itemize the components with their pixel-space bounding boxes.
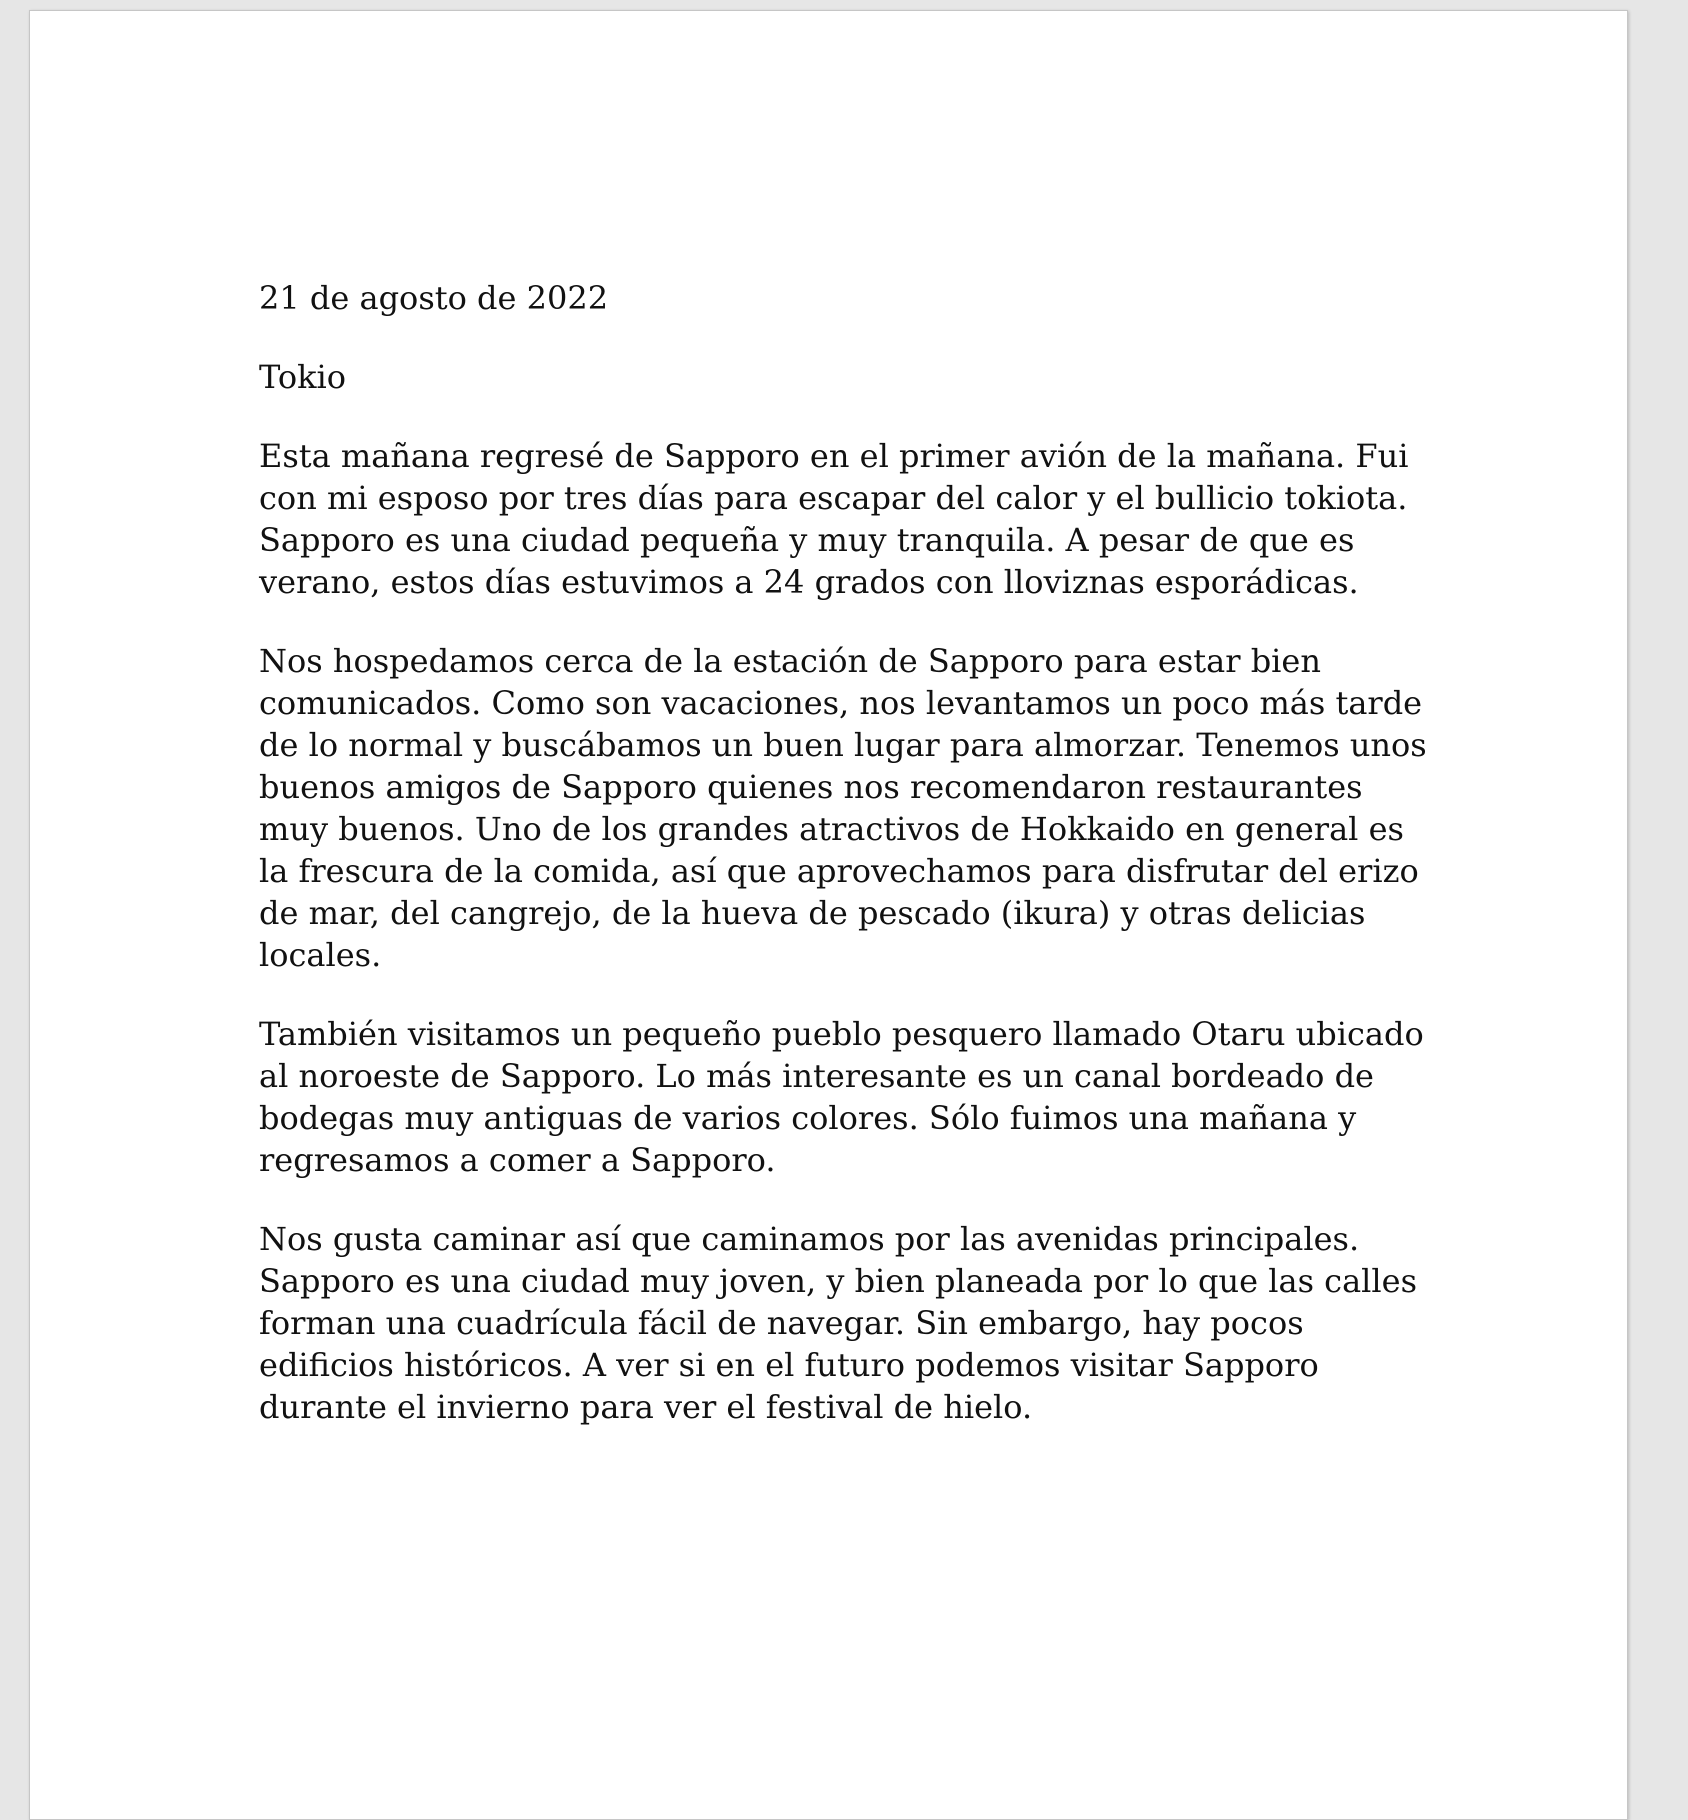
- document-page[interactable]: [29, 10, 1628, 1820]
- document-body[interactable]: [259, 277, 1439, 1465]
- document-date: 21 de agosto de 2022: [259, 279, 609, 317]
- paragraph: Esta mañana regresé de Sapporo en el primer avión de la mañana. Fui con mi esposo por tres días para escapar del calor y el bullicio tokiota. Sapporo es una ciudad pequeña y muy tranquila. A pesar de que es verano, estos días estuvimos a 24 grados con lloviznas esporádicas.: [259, 437, 1409, 601]
- paragraph: Nos hospedamos cerca de la estación de Sapporo para estar bien comunicados. Como son vacaciones, nos levantamos un poco más tarde de lo normal y buscábamos un buen lugar para almorzar. Tenemos unos buenos amigos de Sapporo quienes nos recomendaron restaurantes muy buenos. Uno de los grandes atractivos de Hokkaido en general es la frescura de la comida, así que aprovechamos para disfrutar del erizo de mar, del cangrejo, de la hueva de pescado (ikura) y otras delicias locales.: [259, 642, 1427, 974]
- document-place: Tokio: [259, 358, 347, 396]
- paragraph: También visitamos un pequeño pueblo pesquero llamado Otaru ubicado al noroeste de Sapporo. Lo más interesante es un canal bordeado de bodegas muy antiguas de varios colores. Sólo fuimos una mañana y regresamos a comer a Sapporo.: [259, 1015, 1424, 1179]
- paragraph: Nos gusta caminar así que caminamos por las avenidas principales. Sapporo es una ciudad muy joven, y bien planeada por lo que las calles forman una cuadrícula fácil de navegar. Sin embargo, hay pocos edificios históricos. A ver si en el futuro podemos visitar Sapporo durante el invierno para ver el festival de hielo.: [259, 1220, 1417, 1426]
